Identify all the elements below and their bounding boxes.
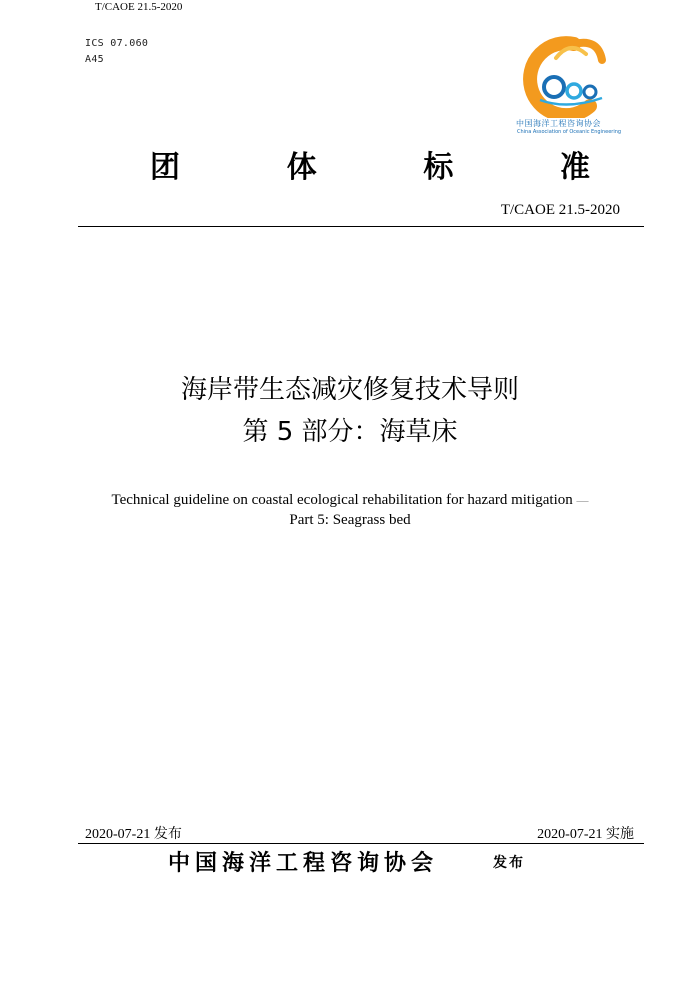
title-en-line1 xyxy=(0,490,700,510)
bottom-divider xyxy=(78,843,644,844)
logo-org-en: China Association of Oceanic Engineering xyxy=(517,129,622,135)
caoe-logo-icon xyxy=(512,30,624,118)
standard-number: T/CAOE 21.5-2020 xyxy=(500,202,620,218)
title-cn-line2: 第 5 部分：海草床 xyxy=(242,417,458,447)
standard-type-char: 准 xyxy=(559,150,590,185)
publisher-name: 中国海洋工程咨询协会 xyxy=(168,851,439,876)
title-en-text: Technical guideline on coastal ecological rehabilitation for hazard mitigation xyxy=(111,492,573,508)
release-label: 发布 xyxy=(153,826,182,842)
release-date-value: 2020-07-21 xyxy=(85,827,151,842)
ics-code: ICS 07.060 xyxy=(85,38,149,49)
logo-org-cn: 中国海洋工程咨询协会 xyxy=(516,119,601,128)
implementation-label: 实施 xyxy=(606,826,634,842)
standard-type-heading xyxy=(150,142,590,186)
title-en-dash: — xyxy=(576,493,589,507)
top-divider xyxy=(78,226,644,227)
classification-block xyxy=(85,36,148,68)
publisher-action: 发布 xyxy=(493,855,525,871)
standard-type-char: 团 xyxy=(150,150,180,185)
title-cn-line1: 海岸带生态减灾修复技术导则 xyxy=(180,375,519,405)
header-code: T/CAOE 21.5-2020 xyxy=(95,1,183,13)
title-en-line2: Part 5: Seagrass bed xyxy=(289,512,411,528)
standard-type-char: 体 xyxy=(286,150,317,185)
implementation-date-value: 2020-07-21 xyxy=(537,827,603,842)
standard-type-char: 标 xyxy=(423,150,454,185)
implementation-date xyxy=(537,823,634,843)
ccs-code: A45 xyxy=(85,54,104,65)
release-date xyxy=(85,823,182,843)
